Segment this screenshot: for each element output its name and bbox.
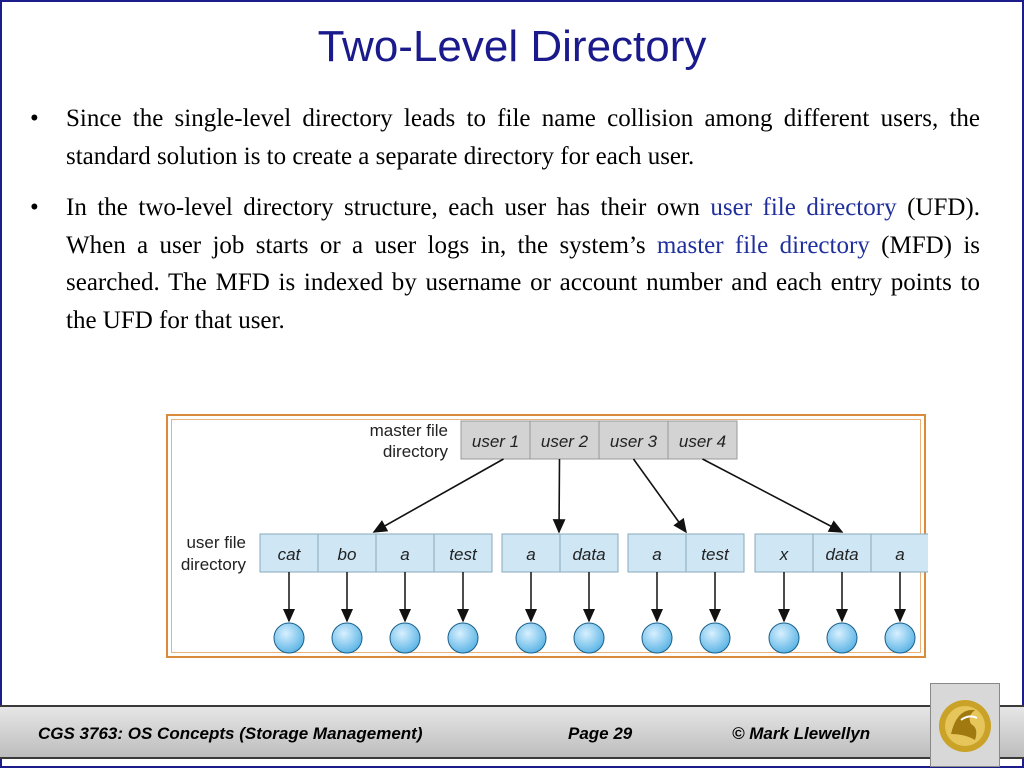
ufd-entry-label: data (572, 545, 606, 564)
ufd-entry-label: a (400, 545, 410, 564)
file-node (448, 623, 478, 653)
ufd-entry-label: a (652, 545, 662, 564)
footer-author: © Mark Llewellyn (732, 724, 871, 743)
mfd-entry-label: user 3 (609, 432, 658, 451)
ufd-pointer-arrow (374, 459, 504, 532)
file-node (885, 623, 915, 653)
ufd-entry-label: bo (337, 545, 357, 564)
file-node (574, 623, 604, 653)
file-node (642, 623, 672, 653)
ufd-pointer-arrow (559, 459, 560, 532)
mfd-entry-label: user 2 (540, 432, 589, 451)
file-node (769, 623, 799, 653)
pegasus-logo-icon (931, 684, 999, 766)
bullet-text-segment: (UFD). When a user job starts or a user logs in, the system’s (66, 194, 980, 259)
bullet-text (66, 189, 980, 339)
file-node (516, 623, 546, 653)
bullet-item-2 (26, 189, 980, 339)
file-node (390, 623, 420, 653)
footer-page: Page 29 (568, 724, 633, 743)
highlighted-term: master file directory (656, 231, 870, 259)
ufd-entry-label: a (526, 545, 536, 564)
bullet-item-1 (26, 100, 980, 175)
file-node (700, 623, 730, 653)
directory-diagram (166, 414, 926, 658)
mfd-label: master file (369, 421, 448, 440)
file-node (274, 623, 304, 653)
diagram-canvas (168, 416, 928, 660)
mfd-label: directory (382, 442, 448, 461)
mfd-entry-label: user 4 (678, 432, 727, 451)
file-node (827, 623, 857, 653)
bullet-text-segment: Since the single-level directory leads to file name collision among different users, the standard solution is to create a separate directory for each user. (66, 105, 980, 170)
ufd-entry-label: x (779, 545, 789, 564)
footer-course: CGS 3763: OS Concepts (Storage Management) (38, 724, 423, 743)
ufd-entry-label: data (825, 545, 859, 564)
bullet-dot: • (30, 105, 39, 132)
ufd-entry-label: cat (277, 545, 301, 564)
ufd-pointer-arrow (703, 459, 843, 532)
mfd-entry-label: user 1 (471, 432, 520, 451)
ufd-label: user file (186, 533, 246, 552)
bullet-text-segment: (MFD) is searched. The MFD is indexed by username or account number and each entry points to the UFD for that user. (66, 231, 981, 334)
bullet-text (66, 100, 980, 175)
slide-title: Two-Level Directory (317, 22, 707, 71)
ufd-entry-label: test (449, 545, 477, 564)
highlighted-term: user file directory (710, 194, 897, 221)
university-logo (930, 683, 1000, 767)
ufd-label: directory (180, 555, 246, 574)
ufd-pointer-arrow (634, 459, 687, 532)
bullet-text-segment: In the two-level directory structure, each user has their own (66, 194, 711, 221)
ufd-entry-label: test (701, 545, 729, 564)
file-node (332, 623, 362, 653)
bullet-dot: • (30, 194, 39, 221)
bullet-list (26, 100, 980, 353)
ufd-entry-label: a (895, 545, 905, 564)
